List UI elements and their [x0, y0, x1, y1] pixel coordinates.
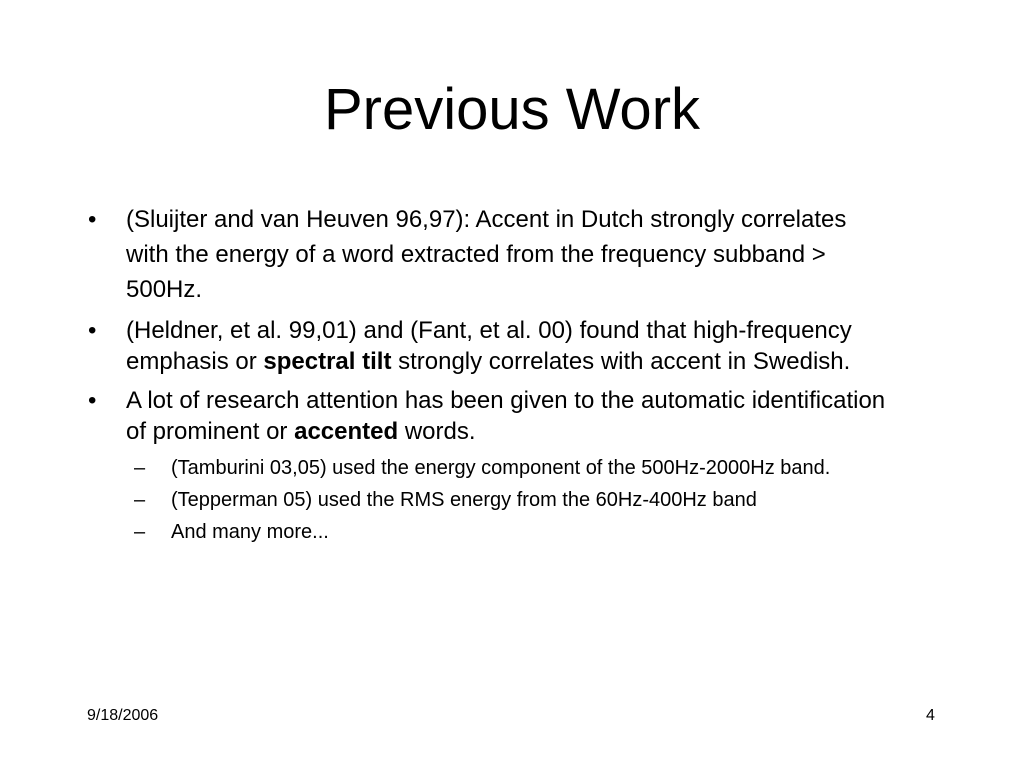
sub-bullet-item [134, 455, 871, 482]
sub-bullet-text: And many more... [171, 521, 329, 543]
bullet-marker: • [88, 387, 97, 414]
sub-bullet-marker: – [134, 457, 146, 479]
bullet-text: strongly correlates with accent in Swedish. [391, 348, 851, 375]
sub-bullet-marker: – [134, 521, 146, 543]
bullet-text: A lot of research attention has been given to the automatic identification of prominent or [126, 387, 886, 445]
footer-date: 9/18/2006 [87, 707, 159, 724]
sub-bullet-item [134, 487, 871, 514]
slide-body [88, 202, 888, 551]
sub-bullet-text: (Tamburini 03,05) used the energy component of the 500Hz-2000Hz band. [171, 457, 831, 479]
sub-bullet-text: (Tepperman 05) used the RMS energy from the 60Hz-400Hz band [171, 489, 757, 511]
sub-bullet-marker: – [134, 489, 146, 511]
bullet-emphasis: accented [294, 418, 399, 445]
bullet-emphasis: spectral tilt [263, 348, 392, 375]
slide-title: Previous Work [323, 77, 701, 142]
bullet-marker: • [88, 317, 97, 344]
bullet-text: (Sluijter and van Heuven 96,97): Accent in Dutch strongly correlates with the energy of a word extracted from the frequency subband > 500Hz. [126, 206, 847, 303]
footer-page-number: 4 [926, 707, 935, 724]
bullet-item [88, 202, 888, 307]
bullet-text: words. [398, 418, 476, 445]
bullet-text: (Heldner, et al. 99,01) and (Fant, et al. 00) found that high-frequency emphasis or [126, 317, 852, 375]
bullet-item [88, 385, 888, 447]
bullet-item [88, 315, 888, 377]
bullet-marker: • [88, 206, 97, 233]
sub-bullet-item [134, 519, 871, 546]
